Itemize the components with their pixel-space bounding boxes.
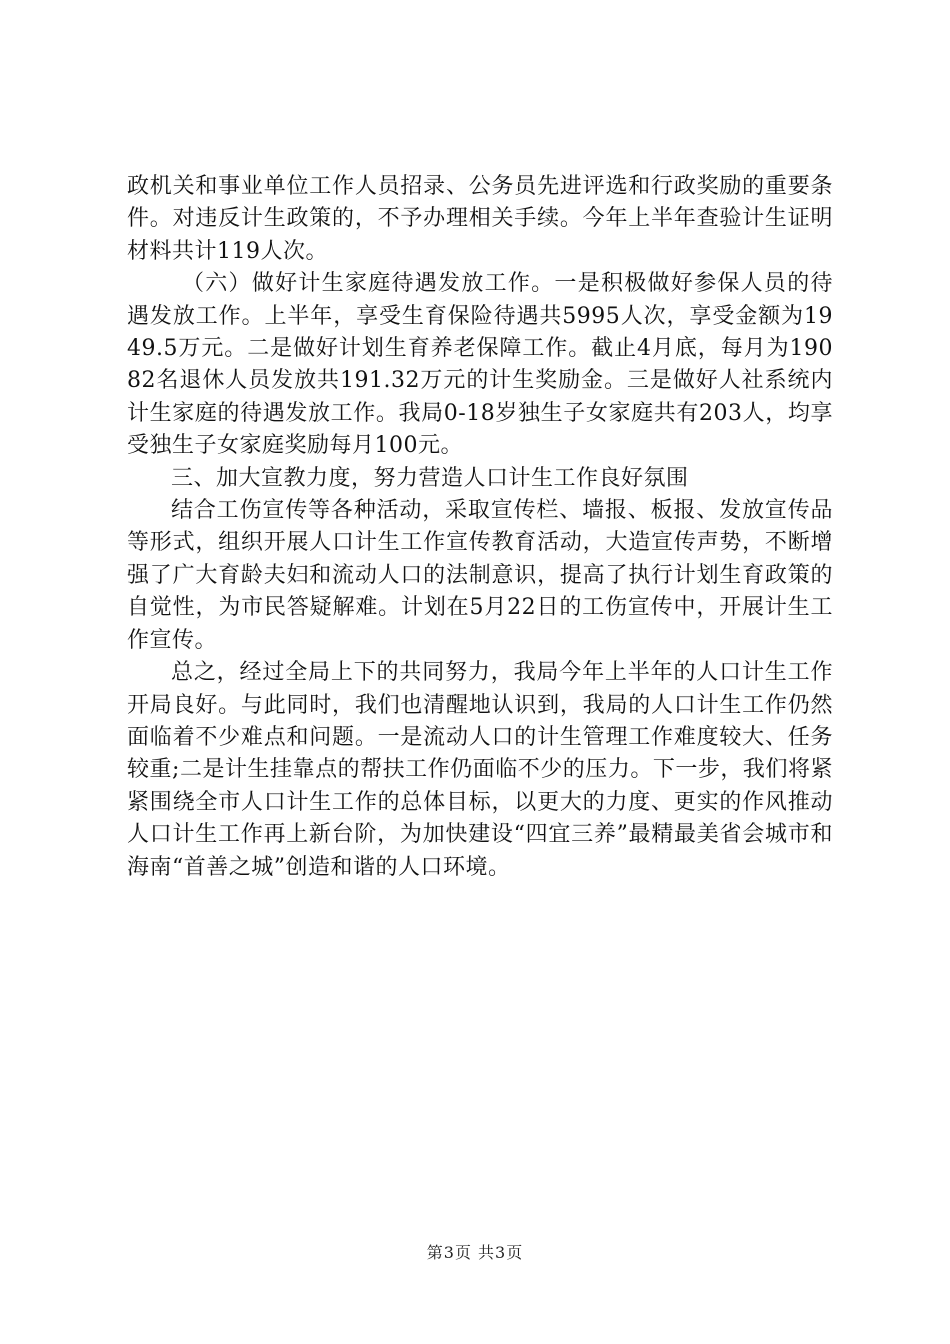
paragraph-publicity: 结合工伤宣传等各种活动，采取宣传栏、墙报、板报、发放宣传品等形式，组织开展人口计生工作宣传教育活动，大造宣传声势，不断增强了广大育龄夫妇和流动人口的法制意识，提高了执行计划生育政策的自觉性，为市民答疑解难。计划在5月22日的工伤宣传中，开展计生工作宣传。 [127, 498, 833, 653]
page-footer: 第3页 共3页 [426, 1243, 524, 1262]
paragraph-summary: 总之，经过全局上下的共同努力，我局今年上半年的人口计生工作开局良好。与此同时，我们也清醒地认识到，我局的人口计生工作仍然面临着不少难点和问题。一是流动人口的计生管理工作难度较大、任务较重;二是计生挂靠点的帮扶工作仍面临不少的压力。下一步，我们将紧紧围绕全市人口计生工作的总体目标，以更大的力度、更实的作风推动人口计生工作再上新台阶，为加快建设“四宜三养”最精最美省会城市和海南“首善之城”创造和谐的人口环境。 [127, 660, 833, 880]
paragraph-benefits: （六）做好计生家庭待遇发放工作。一是积极做好参保人员的待遇发放工作。上半年，享受生育保险待遇共5995人次，享受金额为1949.5万元。二是做好计划生育养老保障工作。截止4月底，每月为19082名退休人员发放共191.32万元的计生奖励金。三是做好人社系统内计生家庭的待遇发放工作。我局0-18岁独生子女家庭共有203人，均享受独生子女家庭奖励每月100元。 [127, 271, 833, 459]
document-body [127, 171, 833, 884]
paragraph-continuation: 政机关和事业单位工作人员招录、公务员先进评选和行政奖励的重要条件。对违反计生政策的，不予办理相关手续。今年上半年查验计生证明材料共计119人次。 [127, 174, 833, 264]
section-heading-publicity: 三、加大宣教力度，努力营造人口计生工作良好氛围 [171, 465, 689, 491]
